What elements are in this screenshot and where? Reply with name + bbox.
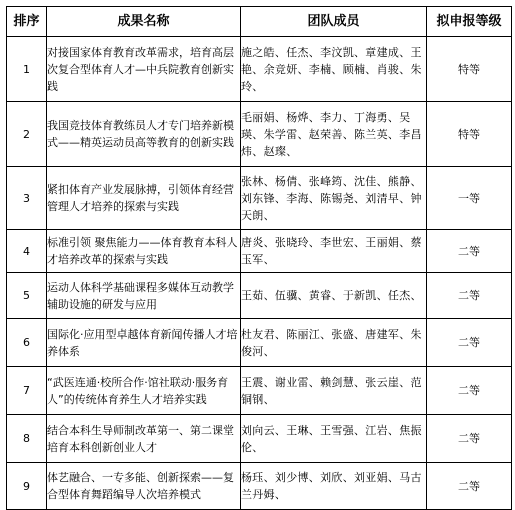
team-members-cell: 王震、谢业雷、赖剑慧、张云崖、范铜钢、 [241,367,427,415]
table-row [7,230,512,273]
rank-cell: 6 [7,319,47,367]
achievement-name-cell: 标准引领 聚焦能力——体育教育本科人才培养改革的探索与实践 [47,230,241,273]
award-level-cell: 特等 [427,37,512,102]
achievement-name-cell: 结合本科生导师制改革第一、第二课堂培育本科创新创业人才 [47,415,241,463]
award-level-cell: 二等 [427,273,512,319]
rank-cell: 8 [7,415,47,463]
table-row [7,319,512,367]
table-row [7,415,512,463]
award-level-cell: 一等 [427,167,512,230]
header-name: 成果名称 [47,7,241,37]
team-members-cell: 张林、杨倩、张峰筠、沈佳、熊静、刘东锋、李海、陈锡尧、刘清早、钟天朗、 [241,167,427,230]
table-row [7,37,512,102]
rank-cell: 4 [7,230,47,273]
table-row [7,167,512,230]
rank-cell: 3 [7,167,47,230]
award-level-cell: 二等 [427,415,512,463]
team-members-cell: 杨珏、刘少博、刘欣、刘亚娟、马古兰丹姆、 [241,463,427,510]
header-row [7,7,512,37]
achievement-name-cell: 国际化·应用型卓越体育新闻传播人才培养体系 [47,319,241,367]
achievement-name-cell: “武医连通·校所合作·馆社联动·服务育人”的传统体育养生人才培养实践 [47,367,241,415]
achievement-name-cell: 运动人体科学基础课程多媒体互动教学辅助设施的研发与应用 [47,273,241,319]
header-level: 拟申报等级 [427,7,512,37]
rank-cell: 7 [7,367,47,415]
award-level-cell: 二等 [427,230,512,273]
award-level-cell: 特等 [427,102,512,167]
achievement-name-cell: 我国竞技体育教练员人才专门培养新模式——精英运动员高等教育的创新实践 [47,102,241,167]
rank-cell: 9 [7,463,47,510]
rank-cell: 1 [7,37,47,102]
team-members-cell: 杜友君、陈丽江、张盛、唐建军、朱俊河、 [241,319,427,367]
team-members-cell: 刘向云、王琳、王雪强、江岩、焦振伦、 [241,415,427,463]
achievement-name-cell: 体艺融合、一专多能、创新探索——复合型体育舞蹈编导人次培养模式 [47,463,241,510]
achievement-name-cell: 对接国家体育教育改革需求，培育高层次复合型体育人才—中兵院教育创新实践 [47,37,241,102]
rank-cell: 2 [7,102,47,167]
team-members-cell: 唐炎、张晓玲、李世宏、王丽娟、蔡玉军、 [241,230,427,273]
header-team: 团队成员 [241,7,427,37]
awards-table [6,6,512,510]
award-level-cell: 二等 [427,367,512,415]
table-row [7,102,512,167]
award-level-cell: 二等 [427,463,512,510]
table-row [7,273,512,319]
team-members-cell: 毛丽娟、杨烨、李力、丁海勇、吴瑛、朱学雷、赵荣善、陈兰英、李昌炜、赵璨、 [241,102,427,167]
team-members-cell: 王茹、伍骥、黄睿、于新凯、任杰、 [241,273,427,319]
table-row [7,367,512,415]
team-members-cell: 施之皓、任杰、李汶凯、章建成、王艳、余竞妍、李楠、顾楠、肖骏、朱玲、 [241,37,427,102]
award-level-cell: 二等 [427,319,512,367]
table-row [7,463,512,510]
header-rank: 排序 [7,7,47,37]
achievement-name-cell: 紧扣体育产业发展脉搏，引领体育经营管理人才培养的探索与实践 [47,167,241,230]
rank-cell: 5 [7,273,47,319]
